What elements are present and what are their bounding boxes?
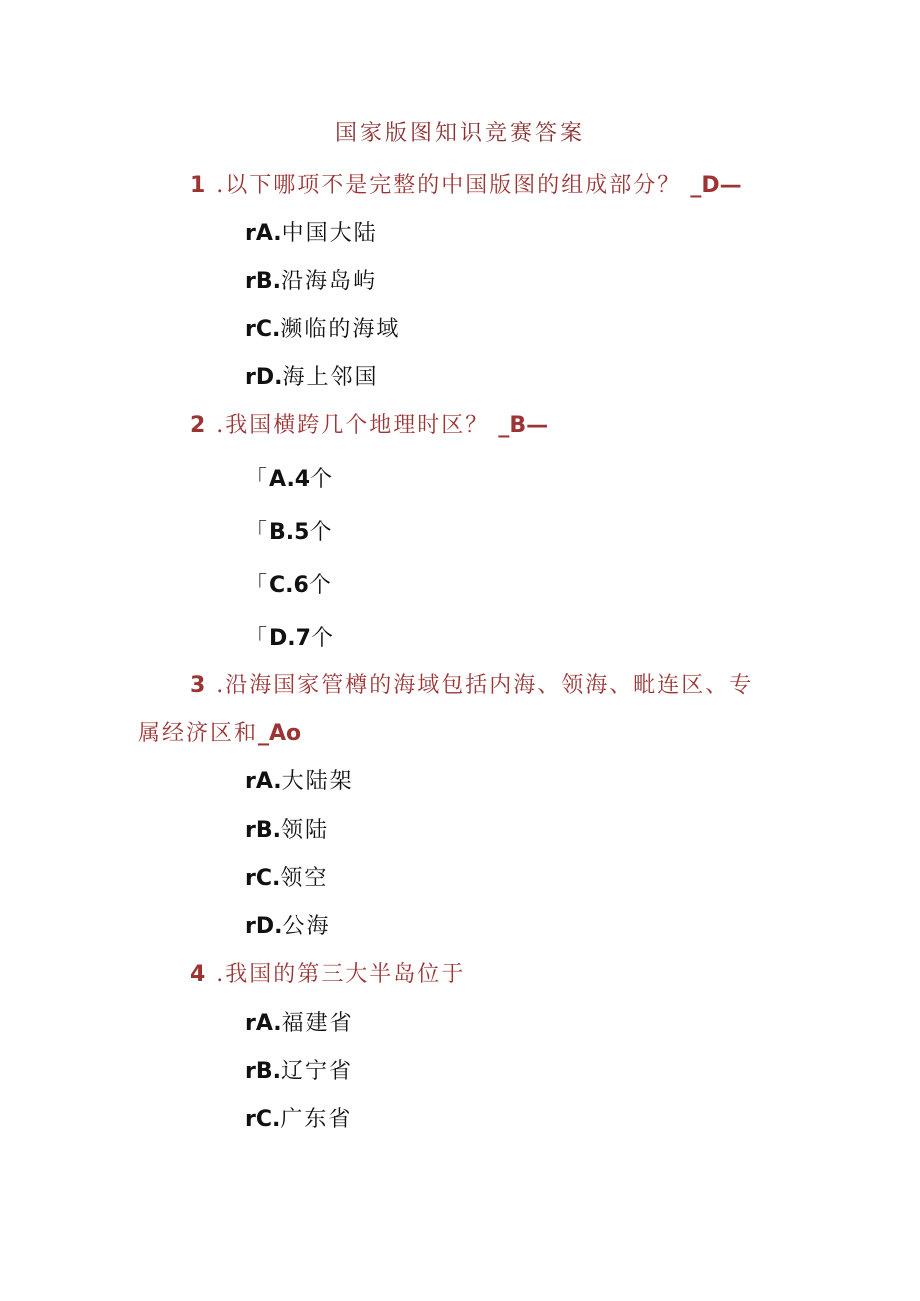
option-marker: r [245, 769, 256, 794]
question-text: .沿海国家管樽的海域包括内海、领海、毗连区、专 [207, 673, 754, 698]
option-marker: r [245, 269, 256, 294]
option-marker: r [245, 1059, 256, 1084]
question-3 [190, 668, 753, 699]
option-text: 大陆架 [281, 769, 354, 794]
option-marker: r [245, 866, 256, 891]
question-text: .我国的第三大半岛位于 [207, 962, 466, 987]
option-letter: A. [255, 769, 282, 794]
question-answer: _Ao [258, 721, 302, 746]
option-text: 中国大陆 [281, 221, 378, 246]
question-answer: _D— [690, 173, 742, 198]
option-text: 领空 [280, 866, 329, 891]
question-3-line2 [138, 716, 301, 747]
option-letter: A. [255, 221, 282, 246]
option-text: 个 [310, 467, 335, 492]
option-text: 公海 [282, 914, 331, 939]
option-letter: C. [255, 317, 281, 342]
option-2c [245, 568, 333, 599]
question-2 [190, 408, 548, 439]
option-letter: B. [255, 818, 281, 843]
option-text: 个 [310, 626, 335, 651]
option-3b [245, 813, 329, 844]
option-text: 海上邻国 [282, 365, 379, 390]
option-3c [245, 861, 328, 892]
option-letter: A. [255, 1011, 282, 1036]
option-1b [245, 264, 377, 295]
option-marker: 「 [245, 467, 270, 492]
option-letter: C.6 [269, 573, 309, 598]
option-marker: r [245, 818, 256, 843]
option-1d [245, 360, 379, 391]
option-text: 沿海岛屿 [281, 269, 378, 294]
option-4b [245, 1054, 353, 1085]
question-4 [190, 957, 465, 988]
option-3d [245, 909, 331, 940]
option-marker: r [245, 1107, 256, 1132]
question-text-continued: 属经济区和 [138, 721, 259, 746]
option-2d [245, 621, 335, 652]
option-2b [245, 515, 333, 546]
question-number: 3 [190, 673, 208, 698]
option-letter: B.5 [269, 520, 310, 545]
option-letter: B. [255, 269, 281, 294]
option-text: 福建省 [281, 1011, 354, 1036]
option-text: 个 [309, 520, 334, 545]
question-number: 4 [190, 962, 208, 987]
option-4c [245, 1102, 352, 1133]
option-letter: C. [255, 866, 281, 891]
option-4a [245, 1006, 354, 1037]
option-marker: 「 [245, 573, 270, 598]
option-1c [245, 312, 400, 343]
option-marker: 「 [245, 520, 270, 545]
option-letter: C. [255, 1107, 281, 1132]
question-number: 2 [190, 413, 208, 438]
document-title: 国家版图知识竞赛答案 [334, 121, 585, 146]
option-text: 辽宁省 [281, 1059, 354, 1084]
option-text: 领陆 [281, 818, 330, 843]
question-answer: _B— [498, 413, 549, 438]
option-marker: r [245, 914, 256, 939]
option-marker: 「 [245, 626, 270, 651]
option-3a [245, 764, 354, 795]
question-text: .我国横跨几个地理时区？ [207, 413, 490, 438]
option-1a [245, 216, 378, 247]
option-letter: D. [255, 914, 283, 939]
option-letter: D. [255, 365, 283, 390]
option-text: 濒临的海域 [280, 317, 401, 342]
option-letter: B. [255, 1059, 281, 1084]
question-text: .以下哪项不是完整的中国版图的组成部分？ [207, 173, 682, 198]
option-marker: r [245, 317, 256, 342]
option-text: 广东省 [280, 1107, 353, 1132]
question-number: 1 [190, 173, 208, 198]
option-letter: D.7 [269, 626, 311, 651]
option-text: 个 [308, 573, 333, 598]
option-marker: r [245, 221, 256, 246]
option-2a [245, 462, 334, 493]
option-marker: r [245, 1011, 256, 1036]
option-letter: A.4 [269, 467, 311, 492]
option-marker: r [245, 365, 256, 390]
question-1 [190, 168, 742, 199]
